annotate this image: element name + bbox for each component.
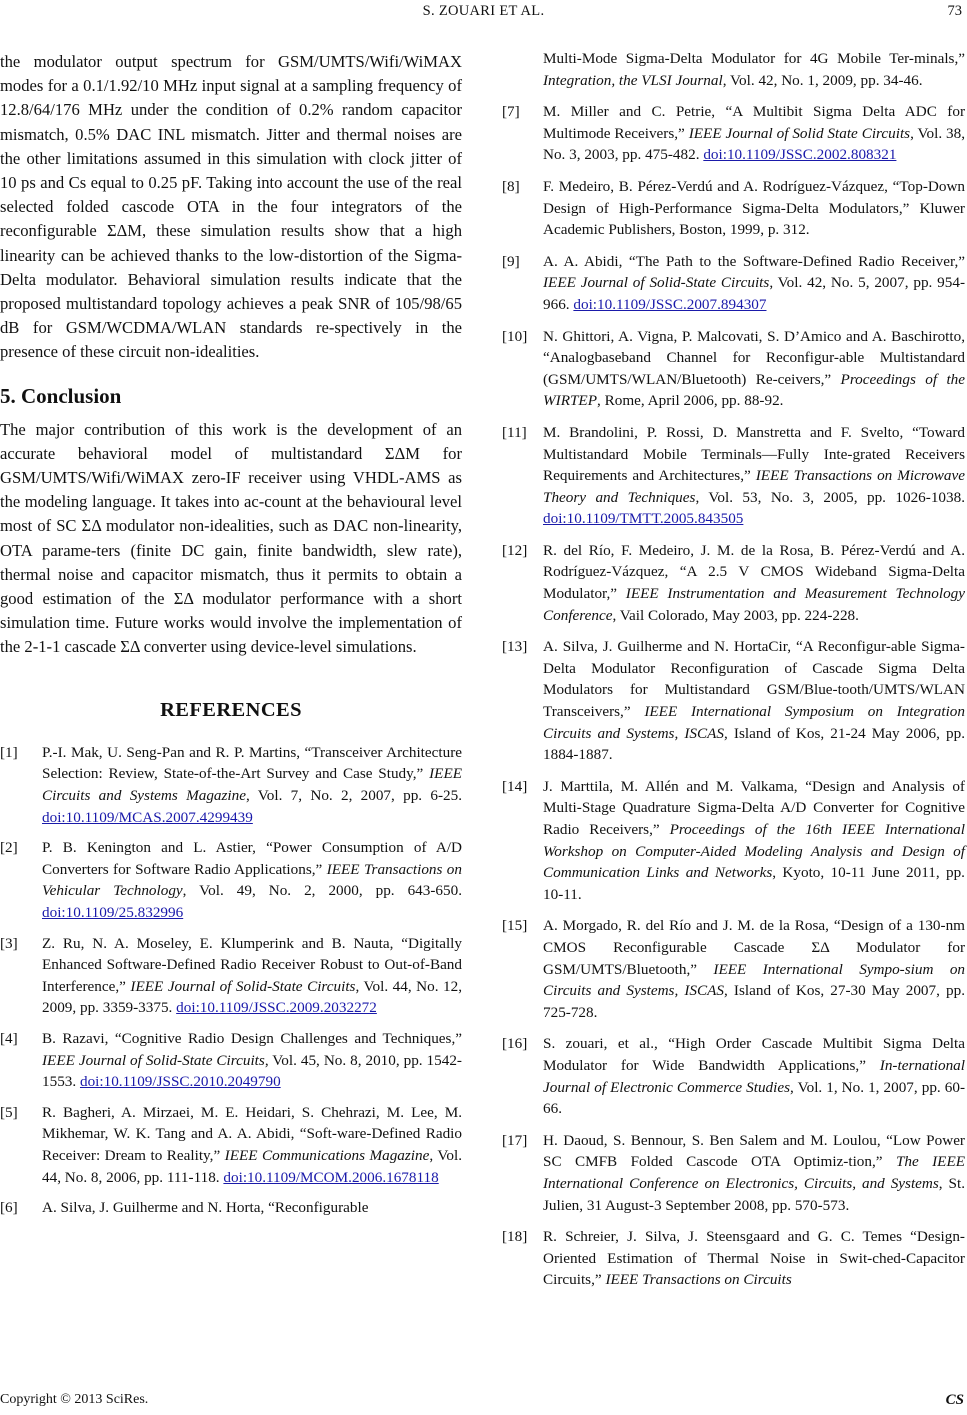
reference-number: [16]	[502, 1035, 528, 1053]
reference-item	[0, 742, 462, 828]
reference-venue: In-ternational Journal of Electronic Commerce Studies	[543, 1056, 965, 1096]
reference-number: [6]	[0, 1199, 18, 1217]
reference-text: A. Silva, J. Guilherme and N. Horta, “Reconfigurable	[42, 1199, 369, 1217]
intro-paragraph: the modulator output spectrum for GSM/UMTS/Wifi/WiMAX modes for a 0.1/1.92/10 MHz input signal at a sampling frequency of 12.8/64/176 MHz under the condition of 0.2% random capacitor mismatch, 0.5% DAC INL mismatch. Jitter and thermal noises are the other limitations assumed in this simulation with clock jitter of 10 ps and Cs equal to 0.25 pF. Taking into account the use of the real selected folded cascode OTA in the four integrators of the reconfigurable ΣΔM, these simulation results show that a high linearity can be achieved thanks to the low-distortion of the Sigma-Delta modulator. Behavioral simulation results indicate that the proposed multistandard topology achieves a peak SNR of 105/98/65 dB for GSM/WCDMA/WLAN standards re-spectively in the presence of these circuit non-idealities.	[0, 52, 462, 362]
reference-venue: IEEE International Symposium on Integration Circuits and Systems, ISCAS	[543, 703, 965, 742]
reference-number: [4]	[0, 1030, 18, 1047]
reference-item	[502, 326, 965, 412]
reference-text: P. B. Kenington and L. Astier, “Power Consumption of A/D Converters for Software Radio Applications,”	[42, 839, 462, 878]
reference-venue: IEEE Communications Magazine	[224, 1146, 430, 1164]
reference-text: P.-I. Mak, U. Seng-Pan and R. P. Martins, “Transceiver Architecture Selection: Review, State-of-the-Art Survey and Case Study,”	[42, 743, 462, 783]
reference-text: A. Silva, J. Guilherme and N. HortaCir, “A Reconfigur-able Sigma-Delta Modulator Reconfiguration of Cascade Sigma Delta Modulators for Multistandard GSM/Blue-tooth/UMTS/WLAN Transceivers,”	[543, 638, 965, 721]
reference-text: A. A. Abidi, “The Path to the Software-Defined Radio Receiver,”	[543, 252, 965, 270]
reference-details: , St. Julien, 31 August-3 September 2008, pp. 570-573.	[543, 1174, 965, 1214]
reference-number: [5]	[0, 1103, 18, 1121]
reference-item	[502, 48, 965, 91]
reference-details: , Vol. 1, No. 1, 2007, pp. 60-66.	[543, 1078, 966, 1118]
reference-item	[0, 1197, 462, 1219]
doi-link[interactable]: doi:10.1109/TMTT.2005.843505	[543, 510, 744, 528]
reference-number: [9]	[502, 252, 520, 270]
doi-link[interactable]: doi:10.1109/MCAS.2007.4299439	[42, 808, 253, 826]
reference-item	[0, 1028, 462, 1093]
reference-details: , Vol. 38, No. 3, 2003, pp. 475-482.	[543, 124, 965, 164]
reference-venue: IEEE Journal of Solid-State Circuits	[42, 1051, 265, 1069]
reference-venue: The IEEE International Conference on Electronics, Circuits, and Systems	[543, 1153, 965, 1192]
reference-text: M. Miller and C. Petrie, “A Multibit Sigma Delta ADC for Multimode Receivers,”	[543, 103, 965, 142]
reference-text: H. Daoud, S. Bennour, S. Ben Salem and M. Loulou, “Low Power SC CMFB Folded Cascode OTA Optimiz-tion,”	[543, 1131, 965, 1171]
reference-text: S. zouari, et al., “High Order Cascade Multibit Sigma Delta Modulator for Wide Bandwidth Applications,”	[543, 1035, 965, 1074]
reference-details: , Vol. 44, No. 8, 2006, pp. 111-118.	[42, 1146, 462, 1186]
page-number: 73	[947, 3, 962, 19]
reference-details: , Island of Kos, 27-30 May 2007, pp. 725-728.	[543, 982, 965, 1021]
reference-text: R. Bagheri, A. Mirzaei, M. E. Heidari, S. Chehrazi, M. Lee, M. Mikhemar, W. K. Tang and A. A. Abidi, “Soft-ware-Defined Radio Receiver: Dream to Reality,”	[42, 1103, 462, 1164]
reference-item	[502, 251, 965, 316]
reference-text: B. Razavi, “Cognitive Radio Design Challenges and Techniques,”	[42, 1030, 462, 1047]
reference-details: , Kyoto, 10-11 June 2011, pp. 10-11.	[543, 864, 965, 903]
conclusion-heading: 5. Conclusion	[0, 383, 122, 408]
doi-link[interactable]: doi:10.1109/JSSC.2010.2049790	[79, 1073, 281, 1091]
reference-number: [13]	[502, 638, 528, 656]
reference-number: [17]	[502, 1131, 528, 1149]
reference-item	[502, 422, 965, 530]
reference-number: [1]	[0, 743, 18, 761]
reference-details: , Vol. 42, No. 5, 2007, pp. 954-966.	[543, 274, 965, 313]
reference-venue: IEEE Transactions on Microwave Theory and Techniques	[543, 467, 965, 506]
reference-list-right	[502, 48, 965, 1291]
reference-text: M. Brandolini, P. Rossi, D. Manstretta and F. Svelto, “Toward Multistandard Mobile Terminals—Fully Inte-grated Receivers Requirements and Architectures,”	[543, 423, 965, 485]
reference-number: [2]	[0, 839, 18, 857]
reference-number: [18]	[502, 1228, 528, 1246]
reference-number: [12]	[502, 541, 528, 559]
reference-item	[502, 101, 965, 166]
reference-number: [8]	[502, 177, 520, 195]
reference-details: , Rome, April 2006, pp. 88-92.	[597, 392, 784, 410]
reference-item	[502, 1130, 965, 1216]
reference-details: , Vol. 45, No. 8, 2010, pp. 1542-1553.	[42, 1051, 462, 1091]
reference-text: R. Schreier, J. Silva, J. Steensgaard and G. C. Temes “Design-Oriented Estimation of Thermal Noise in Swit-ched-Capacitor Circuits,”	[543, 1228, 965, 1289]
reference-number: [15]	[502, 917, 528, 935]
reference-text: Z. Ru, N. A. Moseley, E. Klumperink and B. Nauta, “Digitally Enhanced Software-Defined Radio Receiver Robust to Out-of-Band Interference,”	[42, 934, 462, 995]
journal-abbreviation: CS	[945, 1392, 964, 1408]
reference-number: [3]	[0, 934, 18, 952]
reference-venue: IEEE Transactions on Circuits	[605, 1271, 792, 1289]
reference-text: N. Ghittori, A. Vigna, P. Malcovati, S. D’Amico and A. Baschirotto, “Analogbaseband Channel for Reconfigur-able Multistandard (GSM/UMTS/WLAN/Bluetooth) Re-ceivers,”	[543, 327, 965, 388]
reference-venue: IEEE Transactions on Vehicular Technology	[42, 860, 462, 900]
reference-item	[502, 776, 965, 906]
reference-venue: IEEE Circuits and Systems Magazine	[42, 765, 462, 805]
reference-number: [14]	[502, 777, 528, 795]
reference-venue: Integration, the VLSI Journal	[543, 71, 723, 89]
copyright-notice: Copyright © 2013 SciRes.	[0, 1392, 149, 1407]
reference-venue: IEEE Journal of Solid State Circuits	[688, 124, 911, 142]
reference-text: J. Marttila, M. Allén and M. Valkama, “Design and Analysis of Multi-Stage Quadrature Sigma-Delta A/D Converter for Cognitive Radio Receivers,”	[543, 777, 965, 838]
reference-text: R. del Río, F. Medeiro, J. M. de la Rosa, B. Pérez-Verdú and A. Rodríguez-Vázquez, “A 2.5 V CMOS Wideband Sigma-Delta Modulator,”	[543, 541, 965, 603]
reference-details: , Island of Kos, 21-24 May 2006, pp. 1884-1887.	[543, 724, 965, 764]
reference-venue: IEEE Journal of Solid-State Circuits	[543, 274, 770, 292]
page-header	[0, 0, 967, 30]
doi-link[interactable]: doi:10.1109/MCOM.2006.1678118	[223, 1168, 439, 1186]
reference-list-left	[0, 742, 462, 1219]
reference-number: [10]	[502, 327, 528, 345]
reference-item	[502, 540, 965, 626]
reference-item	[502, 1226, 965, 1291]
references-heading: REFERENCES	[160, 698, 302, 721]
reference-details: , Vail Colorado, May 2003, pp. 224-228.	[612, 606, 859, 624]
running-title: S. ZOUARI ET AL.	[422, 3, 545, 19]
doi-link[interactable]: doi:10.1109/JSSC.2007.894307	[573, 295, 767, 313]
reference-venue: IEEE International Sympo-sium on Circuits and Systems, ISCAS	[543, 960, 966, 1000]
reference-details: , Vol. 7, No. 2, 2007, pp. 6-25.	[245, 787, 462, 805]
reference-item	[502, 176, 965, 241]
reference-details: , Vol. 49, No. 2, 2000, pp. 643-650.	[182, 882, 462, 900]
doi-link[interactable]: doi:10.1109/JSSC.2002.808321	[703, 146, 897, 164]
conclusion-paragraph: The major contribution of this work is the development of an accurate behavioral model of multistandard ΣΔM for GSM/UMTS/Wifi/WiMAX zero-IF receiver using VHDL-AMS as the modeling language. It takes into ac-count at the behavioural level most of SC ΣΔ modulator non-idealities, such as DAC non-linearity, OTA parame-ters (finite DC gain, finite bandwidth, slew rate), thermal noise and capacitor mismatch, thus it permits to obtain a good estimation of the ΣΔ modulator performance with a short simulation time. Future works would involve the implementation of the 2-1-1 cascade ΣΔ converter using device-level simulations.	[0, 419, 462, 657]
reference-item	[0, 837, 462, 923]
reference-item	[502, 915, 965, 1023]
reference-venue: Proceedings of the WIRTEP	[543, 370, 965, 410]
reference-details: , Vol. 44, No. 12, 2009, pp. 3359-3375.	[42, 977, 462, 1017]
reference-details: , Vol. 53, No. 3, 2005, pp. 1026-1038.	[695, 488, 966, 506]
doi-link[interactable]: doi:10.1109/JSSC.2009.2032272	[176, 999, 377, 1017]
reference-number: [11]	[502, 423, 527, 441]
reference-text: A. Morgado, R. del Río and J. M. de la Rosa, “Design of a 130-nm CMOS Reconfigurable Cascade ΣΔ Modulator for GSM/UMTS/Bluetooth,”	[543, 917, 965, 978]
reference-item	[502, 636, 965, 766]
doi-link[interactable]: doi:10.1109/25.832996	[42, 904, 184, 922]
reference-item	[502, 1033, 965, 1119]
right-column	[502, 48, 965, 1301]
reference-item	[0, 1102, 462, 1188]
reference-venue: Proceedings of the 16th IEEE International Workshop on Computer-Aided Modeling Analysis and Design of Communication Links and Networks	[543, 821, 965, 882]
reference-text: Multi-Mode Sigma-Delta Modulator for 4G Mobile Ter-minals,”	[543, 50, 965, 67]
left-column	[0, 50, 462, 1228]
reference-venue: IEEE Instrumentation and Measurement Technology Conference	[543, 585, 966, 624]
reference-details: , Vol. 42, No. 1, 2009, pp. 34-46.	[722, 71, 923, 89]
reference-venue: IEEE Journal of Solid-State Circuits	[130, 977, 356, 995]
reference-number: [7]	[502, 103, 520, 121]
reference-item	[0, 933, 462, 1019]
reference-text: F. Medeiro, B. Pérez-Verdú and A. Rodríguez-Vázquez, “Top-Down Design of High-Performance Sigma-Delta Modulators,” Kluwer Academic Publishers, Boston, 1999, p. 312.	[543, 177, 965, 239]
